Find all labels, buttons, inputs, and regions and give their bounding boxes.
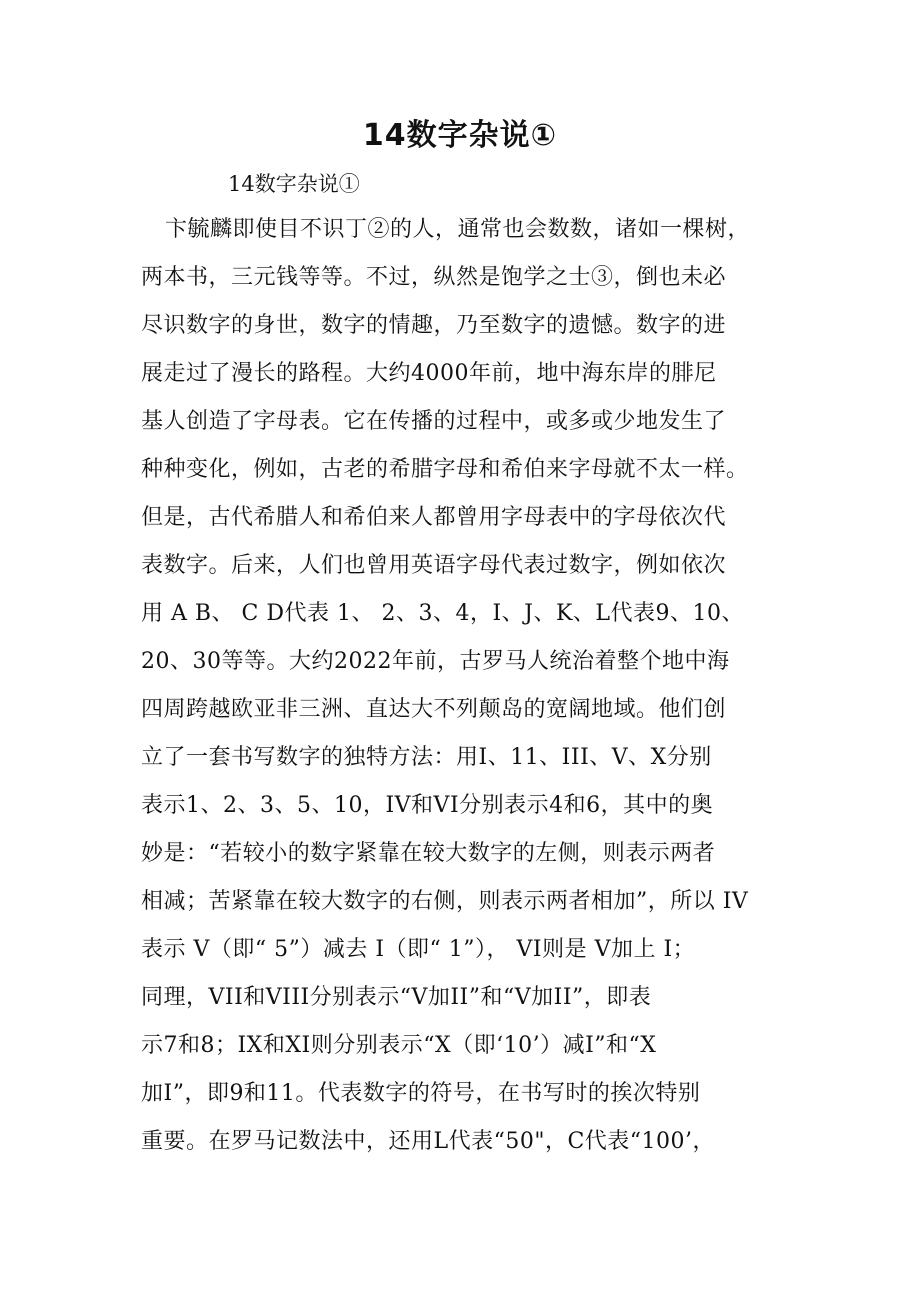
text-line: 加I”，即9和11。代表数字的符号，在书写时的挨次特别 [141, 1081, 701, 1106]
text-line: 展走过了漫长的路程。大约4000年前，地中海东岸的腓尼 [141, 361, 717, 386]
body-paragraph [141, 206, 801, 1166]
text-line: 同理，VII和VIII分别表示“V加II”和“V加II”，即表 [141, 985, 652, 1010]
text-line: 妙是：“若较小的数字紧靠在较大数字的左侧，则表示两者 [141, 841, 716, 866]
text-line: 表示 V（即“ 5”）减去 I（即“ 1”）， VI则是 V加上 I； [141, 937, 696, 962]
text-line: 用 A B、 C D代表 1、 2、3、4，I、J、K、L代表9、10、 [141, 601, 745, 626]
text-line: 种种变化，例如，古老的希腊字母和希伯来字母就不太一样。 [141, 457, 749, 482]
document-title: 14数字杂说① [362, 118, 558, 153]
text-line: 两本书，三元钱等等。不过，纵然是饱学之士③，倒也未必 [141, 265, 727, 290]
text-line: 但是，古代希腊人和希伯来人都曾用字母表中的字母依次代 [141, 505, 727, 530]
text-line: 尽识数字的身世，数字的情趣，乃至数字的遗憾。数字的进 [141, 313, 727, 338]
text-line: 基人创造了字母表。它在传播的过程中，或多或少地发生了 [141, 409, 727, 434]
text-line: 四周跨越欧亚非三洲、直达大不列颠岛的宽阔地域。他们创 [141, 697, 727, 722]
text-line: 表数字。后来，人们也曾用英语字母代表过数字，例如依次 [141, 553, 727, 578]
text-line: 重要。在罗马记数法中，还用L代表“50"，C代表“100’， [141, 1129, 716, 1154]
document-subtitle: 14数字杂说① [228, 172, 360, 196]
text-line: 相减；苦紧靠在较大数字的右侧，则表示两者相加”，所以 IV [141, 889, 749, 914]
text-line: 表示1、2、3、5、10，IV和VI分别表示4和6，其中的奥 [141, 793, 714, 818]
text-line: 卞毓麟即使目不识丁②的人，通常也会数数，诸如一棵树， [165, 217, 751, 242]
text-line: 立了一套书写数字的独特方法：用I、11、III、V、X分别 [141, 745, 712, 770]
text-line: 20、30等等。大约2022年前，古罗马人统治着整个地中海 [141, 649, 730, 674]
text-line: 示7和8；IX和XI则分别表示“X（即‘10’）减I”和“X [141, 1033, 657, 1058]
